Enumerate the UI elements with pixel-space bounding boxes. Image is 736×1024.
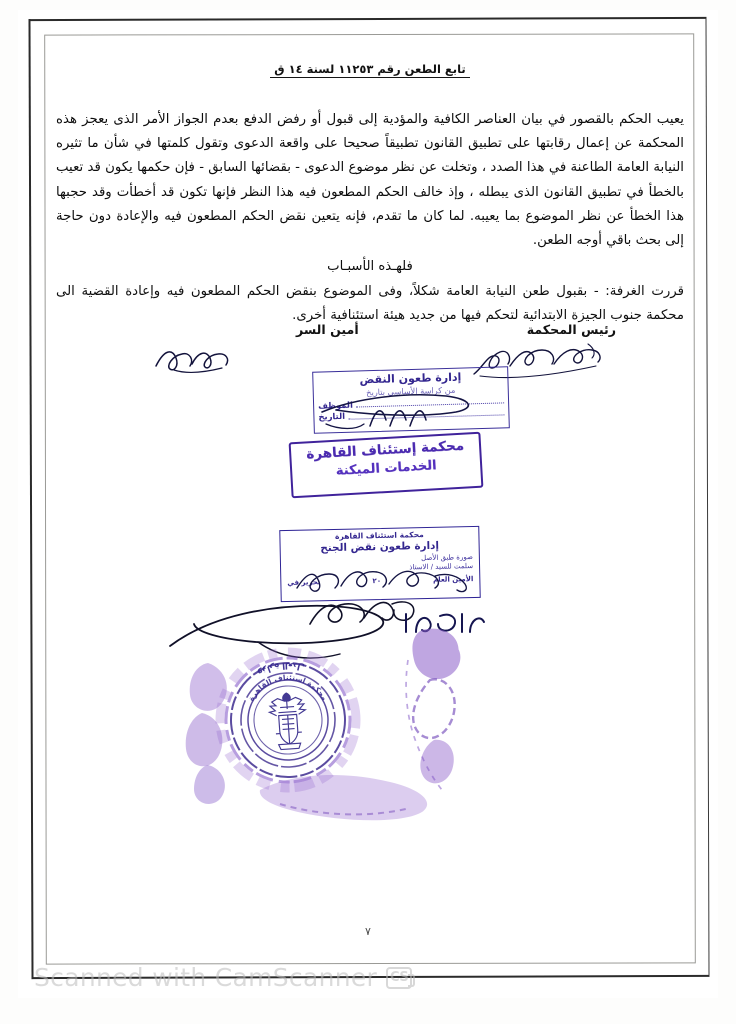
stamp-appeals-subtitle: من كراسة الأساسي بتاريخ <box>366 384 456 398</box>
seal-inner-text: محكمة استئناف القاهرة <box>246 672 330 703</box>
reasons-heading: فلهـذه الأسبـاب <box>327 259 413 275</box>
signature-row <box>56 322 616 337</box>
certified-department: إدارة طعون نقض الجنح <box>320 539 440 555</box>
certified-issued-value: ٢٠ <box>372 576 382 586</box>
page-number: ٧ <box>365 925 371 938</box>
handwritten-reference-number <box>400 606 490 640</box>
seal-outer-text: وزارة العدل <box>255 659 306 678</box>
date-label: التاريخ <box>318 410 346 422</box>
secretary-label: أمين السر <box>296 322 359 337</box>
president-label: رئيس المحكمة <box>526 322 616 337</box>
president-handwritten-signature <box>150 340 240 380</box>
signature-president <box>527 322 616 337</box>
employee-label: الموظف <box>317 399 353 411</box>
stamp-cairo-line1: محكمة إستئناف القاهرة <box>305 437 465 463</box>
seal-ministry-of-justice <box>208 640 368 800</box>
certified-court-name: محكمة استئناف القاهرة <box>334 530 424 541</box>
stamp-appeals-title: إدارة طعون النقض <box>359 370 462 387</box>
eagle-emblem <box>268 692 308 750</box>
body-paragraph-1: يعيب الحكم بالقصور في بيان العناصر الكافية والمؤدية إلى قبول أو رفض الدفع بعدم الجواز الأمر الذى يعجز هذه المحكمة عن إعمال رقابتها على تطبيق القانون تطبيقاً صحيحا على واقعة الدعوى وتقول كلمتها في شأن ما تثيره النيابة العامة الطاعنة في هذا الصدد ، وتخلت عن نظر موضوع الدعوى - بقضائها السابق - فإن حكمها يكون قد تعيب بالخطأ في تطبيق القانون الذى يبطله ، وإذ خالف الحكم المطعون فيه هذا النظر فإنها تكون قد أخطأت وقد حجبها هذا الخطأ عن نظر الموضوع بما يعيبه. لما كان ما تقدم، فإنه يتعين نقض الحكم المطعون فيه والإعادة دون حاجة إلى بحث باقي أوجه الطعن. <box>56 112 684 248</box>
document-header <box>56 62 684 78</box>
stamp-appeals-handwriting <box>316 386 506 434</box>
certified-signatory-label: الأمين العام <box>432 575 474 584</box>
camscanner-logo-icon: CS <box>386 967 412 989</box>
camscanner-watermark <box>34 963 412 992</box>
certified-copy-note: صورة طبق الأصل <box>421 553 473 563</box>
certified-delivered-to: سلمت للسيد / الاستاذ <box>409 562 474 572</box>
certified-issued: تحرير في <box>287 578 321 587</box>
stamp-cairo-court-of-appeal <box>289 432 484 499</box>
stamp-cairo-line2: الخدمات الميكنة <box>335 458 437 479</box>
document-text-body <box>56 62 684 328</box>
signature-secretary <box>296 322 359 337</box>
camscanner-label: Scanned with CamScanner <box>34 963 378 992</box>
ruling-paragraph: قررت الغرفة: - بقبول طعن النيابة العامة شكلاً، وفى الموضوع بنقض الحكم المطعون فيه وإعادة القضية الى محكمة جنوب الجيزة الابتدائية لتحكم فيها من جديد هيئة استئنافية أخرى. <box>56 283 684 324</box>
appeal-reference: تابع الطعن رقم ١١٢٥٣ لسنة ١٤ ق <box>270 62 469 78</box>
